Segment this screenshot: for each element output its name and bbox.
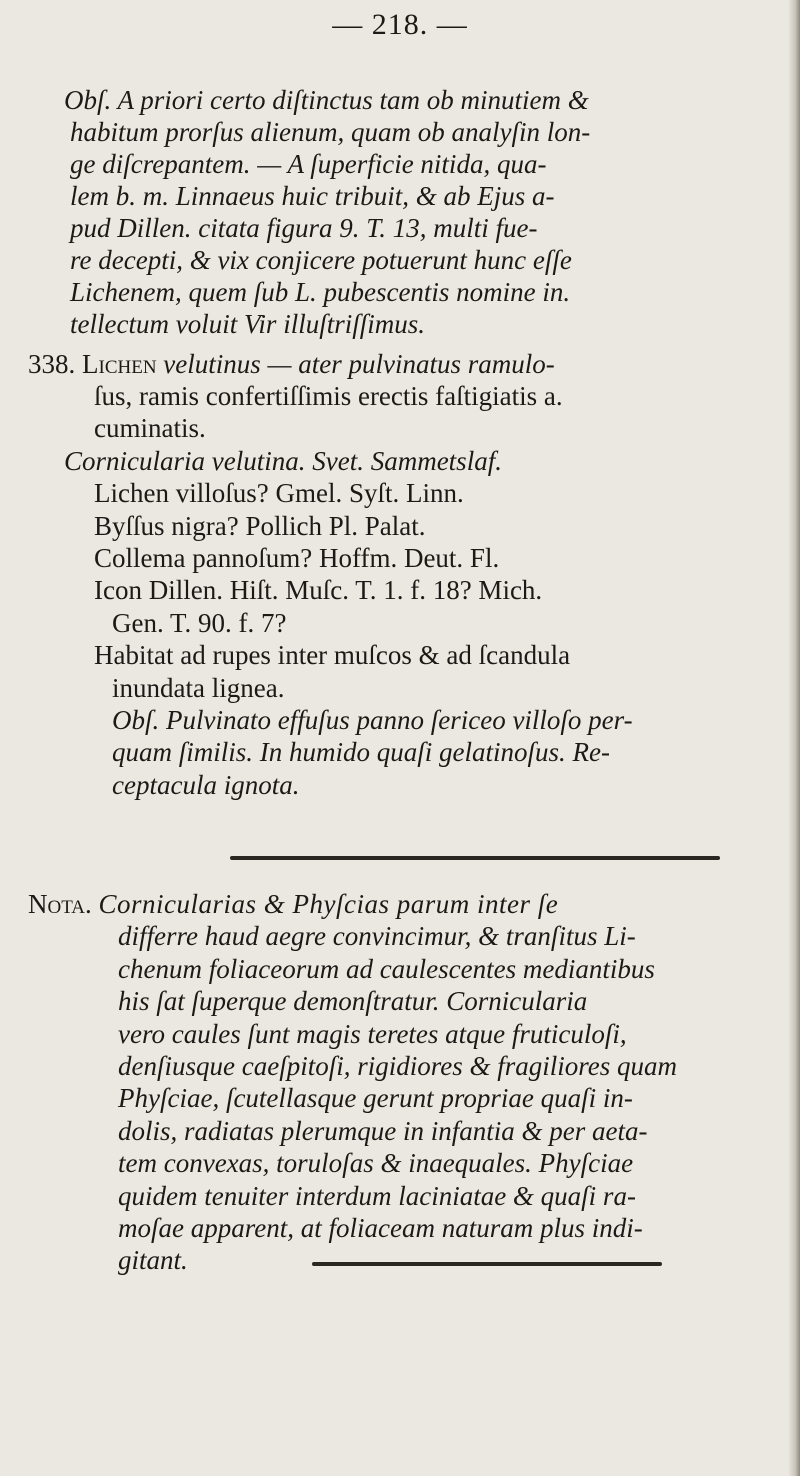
entry-body	[64, 380, 633, 801]
text-line: lem b. m. Linnaeus huic tribuit, & ab Ejus a-	[70, 181, 555, 211]
habitat-line: Habitat ad rupes inter muſcos & ad ſcandula	[94, 640, 571, 671]
text-line: his ſat ſuperque demonſtratur. Cornicularia	[118, 986, 588, 1017]
synonym-line: Cornicularia velutina. Svet. Sammetslaf.	[64, 445, 502, 476]
habitat-line: inundata lignea.	[112, 672, 285, 703]
entry-head-word: Lichen	[82, 349, 157, 379]
text-line: Lichenem, quem ſub L. pubescentis nomine in.	[70, 277, 571, 307]
text-line: pud Dillen. citata figura 9. T. 13, multi fue-	[70, 213, 538, 243]
text-line: Phyſciae, ſcutellasque gerunt propriae quaſi in-	[118, 1083, 633, 1114]
nota-paragraph	[28, 888, 677, 1277]
icon-reference-line: Icon Dillen. Hiſt. Muſc. T. 1. f. 18? Mich.	[94, 575, 543, 606]
species-entry	[28, 348, 555, 380]
entry-first-line	[28, 348, 555, 380]
text-line: dolis, radiatas plerumque in infantia & per aeta-	[118, 1115, 648, 1146]
text-line: ſus, ramis confertiſſimis erectis faſtigiatis a.	[94, 381, 563, 411]
nota-first-line	[28, 888, 677, 920]
synonym-line: Lichen villoſus? Gmel. Syſt. Linn.	[94, 478, 464, 509]
observation-paragraph	[64, 84, 590, 340]
text-line: moſae apparent, at foliaceam naturam plus indi-	[118, 1213, 643, 1244]
text-line: chenum foliaceorum ad caulescentes mediantibus	[118, 953, 655, 984]
text-line: Obſ. A priori certo diſtinctus tam ob minutiem &	[64, 85, 589, 115]
nota-label: Nota.	[28, 889, 92, 919]
text-line: vero caules ſunt magis teretes atque fruticuloſi,	[118, 1018, 627, 1049]
section-divider	[230, 856, 720, 860]
entry-diagnosis: velutinus — ater pulvinatus ramulo-	[163, 349, 555, 379]
text-line: gitant.	[118, 1245, 188, 1276]
text-line: ge diſcrepantem. — A ſuperficie nitida, qua-	[70, 149, 547, 179]
text-line: tem convexas, toruloſas & inaequales. Phyſciae	[118, 1148, 634, 1179]
text-line: cuminatis.	[94, 413, 206, 444]
text-line: habitum prorſus alienum, quam ob analyſin lon-	[70, 117, 591, 147]
text-line: differre haud aegre convincimur, & tranſitus Li-	[118, 921, 636, 952]
icon-reference-line: Gen. T. 90. f. 7?	[112, 607, 287, 638]
observation-line: ceptacula ignota.	[112, 769, 300, 800]
text-line: Cornicularias & Phyſcias parum inter ſe	[98, 889, 559, 919]
observation-line: Obſ. Pulvinato effuſus panno ſericeo villoſo per-	[112, 705, 633, 736]
text-line: re decepti, & vix conjicere potuerunt hunc eſſe	[70, 245, 572, 275]
text-line: tellectum voluit Vir illuſtriſſimus.	[70, 309, 425, 339]
entry-number: 338.	[28, 349, 76, 379]
text-line: denſiusque caeſpitoſi, rigidiores & fragiliores quam	[118, 1051, 677, 1082]
page-edge-shadow	[788, 0, 800, 1476]
section-divider	[312, 1262, 662, 1266]
synonym-line: Byſſus nigra? Pollich Pl. Palat.	[94, 510, 426, 541]
text-line: quidem tenuiter interdum laciniatae & quaſi ra-	[118, 1180, 636, 1211]
observation-line: quam ſimilis. In humido quaſi gelatinoſus. Re-	[112, 737, 610, 768]
synonym-line: Collema pannoſum? Hoffm. Deut. Fl.	[94, 543, 500, 574]
page-number: — 218. —	[332, 8, 468, 41]
